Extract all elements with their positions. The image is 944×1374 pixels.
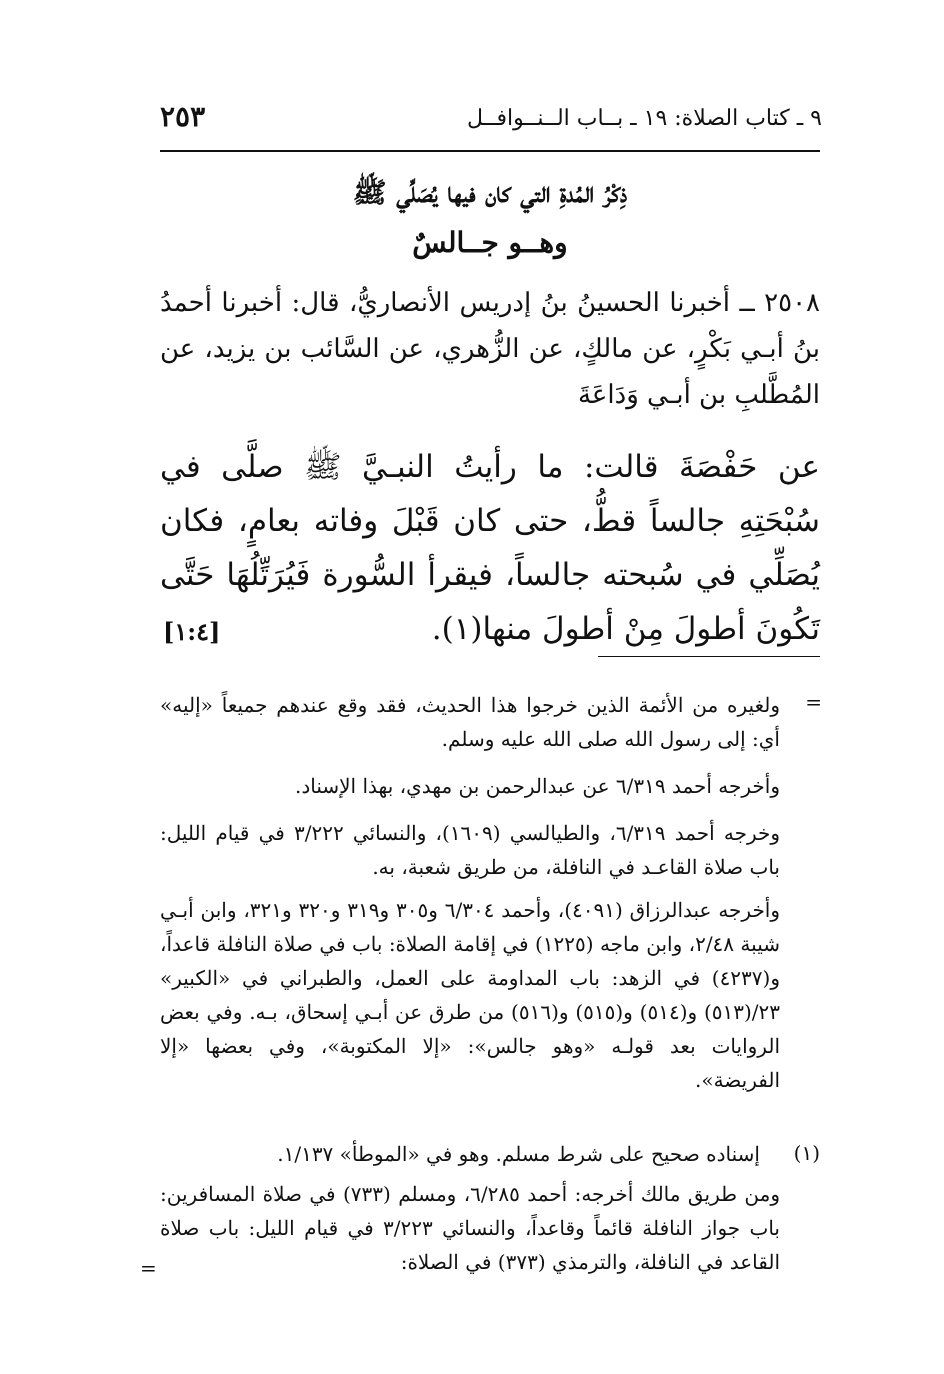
note-paragraph: وأخرجه أحمد ٦/٣١٩ عن عبدالرحمن بن مهدي، بهذا الإسناد. — [294, 774, 780, 798]
footnote-rule — [598, 656, 820, 657]
hadith-matn: عن حَفْصَةَ قالت: ما رأيتُ النبـيَّ ﷺ صلَّى في سُبْحَتِهِ جالساً قطُّ، حتى كان قَبْلَ وفاته بعامٍ، فكان يُصَلِّي في سُبحته جالساً، فيقرأ السُّورة فَيُرَتِّلُهَا حَتَّى تَكُونَ أطولَ مِنْ أطولَ منها(١). — [160, 449, 820, 647]
note-paragraph: وخرجه أحمد ٦/٣١٩، والطيالسي (١٦٠٩)، والنسائي ٣/٢٢٢ في قيام الليل: باب صلاة القاعـد في النافلة، من طريق شعبة، به. — [160, 821, 780, 879]
page-number: ٢٥٣ — [160, 100, 206, 133]
hadith-reference: [١:٤] — [163, 617, 221, 646]
continuation-mark-bottom: = — [140, 1256, 157, 1280]
hadith-isnad: ٢٥٠٨ ــ أخبرنا الحسينُ بنُ إدريس الأنصاريُّ، قال: أخبرنا أحمدُ بنُ أبـي بَكْرٍ، عن مالكٍ، عن الزُّهري، عن السَّائب بن يزيد، عن المُطَّلبِ بن أبـي وَدَاعَةَ — [160, 288, 820, 410]
footnote-text: ومن طريق مالك أخرجه: أحمد ٦/٢٨٥، ومسلم (٧٣٣) في صلاة المسافرين: باب جواز النافلة قائماً وقاعداً، والنسائي ٣/٢٢٣ في قيام الليل: باب صلاة القاعد في النافلة، والترمذي (٣٧٣) في الصلاة: — [160, 1182, 780, 1274]
footnote-first-line: إسناده صحيح على شرط مسلم. وهو في «الموطأ» ١/١٣٧. — [277, 1142, 760, 1166]
note-continuation: ولغيره من الأئمة الذين خرجوا هذا الحديث، فقد وقع عندهم جميعاً «إليه» أي: إلى رسول الله صلى الله عليه وسلم. — [160, 693, 780, 751]
footnote-number: (١) — [793, 1141, 820, 1165]
running-header-chapter: ٩ ـ كتاب الصلاة: ١٩ ـ بــاب الــنــوافــل — [466, 106, 822, 131]
section-title: ذِكْرُ المُدةِ التي كان فيها يُصَلِّي ﷺ — [352, 176, 628, 209]
note-paragraph: وأخرجه عبدالرزاق (٤٠٩١)، وأحمد ٦/٣٠٤ و٣٠٥ و٣١٩ و٣٢٠ و٣٢١، وابن أبـي شيبة ٢/٤٨، وابن ماجه (١٢٢٥) في إقامة الصلاة: باب في صلاة النافلة قاعداً، و(٤٢٣٧) في الزهد: باب المداومة على العمل، والطبراني في «الكبير» ٢٣/(٥١٣) و(٥١٤) و(٥١٥) و(٥١٦) من طرق عن أبـي إسحاق، بـه. وفي بعض الروايات بعد قولـه «وهو جالس»: «إلا المكتوبة»، وفي بعضها «إلا الفريضة». — [160, 898, 781, 1092]
header-rule — [160, 150, 820, 152]
section-subtitle: وهــو جــالسٌ — [412, 226, 568, 259]
continuation-mark-top: = — [805, 690, 822, 714]
